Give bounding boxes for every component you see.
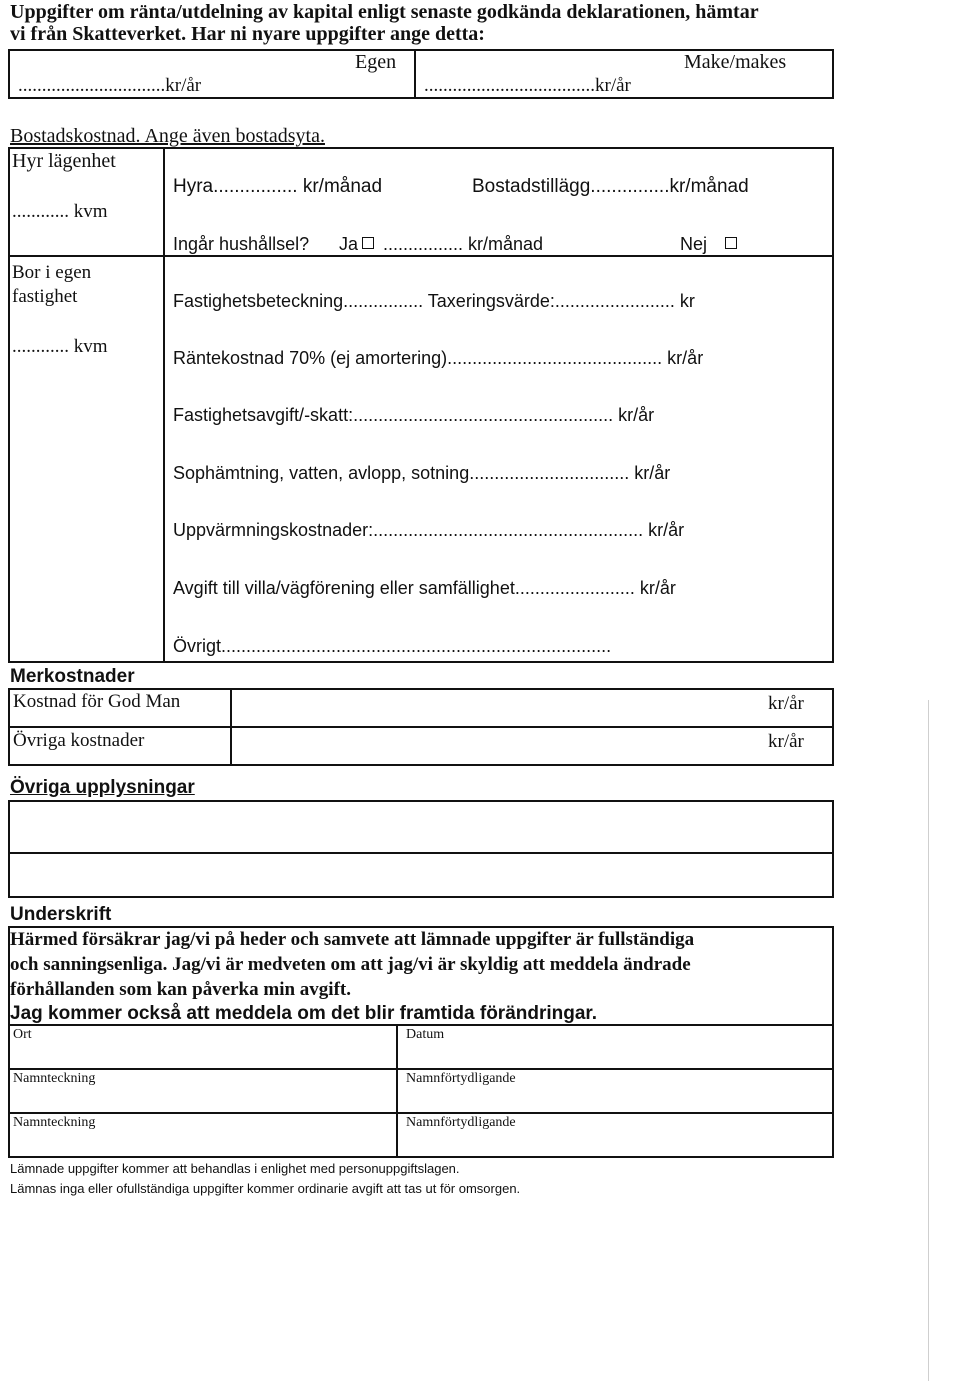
ja-label: Ja [339,234,359,254]
merkostnader-heading: Merkostnader [10,666,135,687]
declaration-line-2: och sanningsenliga. Jag/vi är medveten om att jag/vi är skyldig att meddela ändrade [10,954,691,975]
declaration-line-1: Härmed försäkrar jag/vi på heder och samvete att lämnade uppgifter är fullständiga [10,929,695,950]
fastighetsavgift-field[interactable]: Fastighetsavgift/-skatt:.................................................... kr/år [173,405,655,425]
namnfortydligande-1-field[interactable]: Namnförtydligande [406,1071,516,1086]
ovriga-upplysningar-box[interactable] [8,800,834,898]
income-divider [414,49,416,99]
ovriga-kostnader-unit: kr/år [768,731,804,752]
hyr-lagenhet-label: Hyr lägenhet [12,150,116,172]
bor-kvm-field[interactable]: ............ kvm [12,336,108,357]
god-man-label: Kostnad för God Man [13,691,181,712]
footer-note-2: Lämnas inga eller ofullständiga uppgifter kommer ordinarie avgift att tas ut för omsorgen. [10,1181,521,1196]
rantekostnad-field[interactable]: Räntekostnad 70% (ej amortering)........................................... kr/år [173,348,704,368]
uppvarmning-field[interactable]: Uppvärmningskostnader:...................................................... kr/år [173,520,685,540]
housing-heading: Bostadskostnad. Ange även bostadsyta. [10,125,325,147]
namnfortydligande-2-field[interactable]: Namnförtydligande [406,1115,516,1130]
ovriga-upplysningar-divider [8,852,834,854]
ort-field[interactable]: Ort [13,1027,32,1042]
make-label: Make/makes [684,51,787,73]
make-income-field[interactable]: ....................................kr/år [424,75,631,96]
merkostnader-row-divider [8,726,834,728]
namnteckning-1-field[interactable]: Namnteckning [13,1071,96,1086]
hyr-kvm-field[interactable]: ............ kvm [12,201,108,222]
bostadstillagg-field[interactable]: Bostadstillägg...............kr/månad [472,176,749,197]
declaration-line-4: Jag kommer också att meddela om det blir framtida förändringar. [10,1003,598,1024]
ovrigt-field[interactable]: Övrigt.............................................................................. [173,636,612,656]
ovriga-upplysningar-heading: Övriga upplysningar [10,777,195,798]
fastighetsbeteckning-field[interactable]: Fastighetsbeteckning................ Taxeringsvärde:........................ kr [173,291,695,311]
signature-row-2-top [8,1068,834,1070]
avgift-villa-field[interactable]: Avgift till villa/vägförening eller samfällighet........................ kr/år [173,578,676,598]
intro-line-1: Uppgifter om ränta/utdelning av kapital enligt senaste godkända deklarationen, hämtar [10,1,759,23]
namnteckning-2-field[interactable]: Namnteckning [13,1115,96,1130]
ovriga-kostnader-label: Övriga kostnader [13,730,145,751]
signature-row-1-top [8,1024,834,1026]
declaration-line-3: förhållanden som kan påverka min avgift. [10,979,351,1000]
signature-row-3-top [8,1112,834,1114]
datum-field[interactable]: Datum [406,1027,445,1042]
signature-divider [396,1024,398,1158]
housing-row-divider [8,255,834,257]
sophamtning-field[interactable]: Sophämtning, vatten, avlopp, sotning................................ kr/år [173,463,671,483]
fastighet-label: fastighet [12,286,78,307]
egen-label: Egen [355,51,397,73]
ja-checkbox[interactable] [362,237,374,249]
nej-checkbox[interactable] [725,237,737,249]
underskrift-heading: Underskrift [10,904,112,925]
hyra-field[interactable]: Hyra................ kr/månad [173,176,383,197]
god-man-unit: kr/år [768,693,804,714]
footer-note-1: Lämnade uppgifter kommer att behandlas i enlighet med personuppgiftslagen. [10,1161,460,1176]
egen-income-field[interactable]: ...............................kr/år [18,75,202,96]
scan-edge-line [928,700,929,1381]
nej-label: Nej [680,234,708,254]
ja-amount-field[interactable]: ................ kr/månad [383,234,544,254]
hushallsel-question: Ingår hushållsel? [173,234,310,254]
housing-divider [163,147,165,663]
bor-egen-label: Bor i egen [12,262,92,283]
intro-line-2: vi från Skatteverket. Har ni nyare uppgifter ange detta: [10,23,485,45]
